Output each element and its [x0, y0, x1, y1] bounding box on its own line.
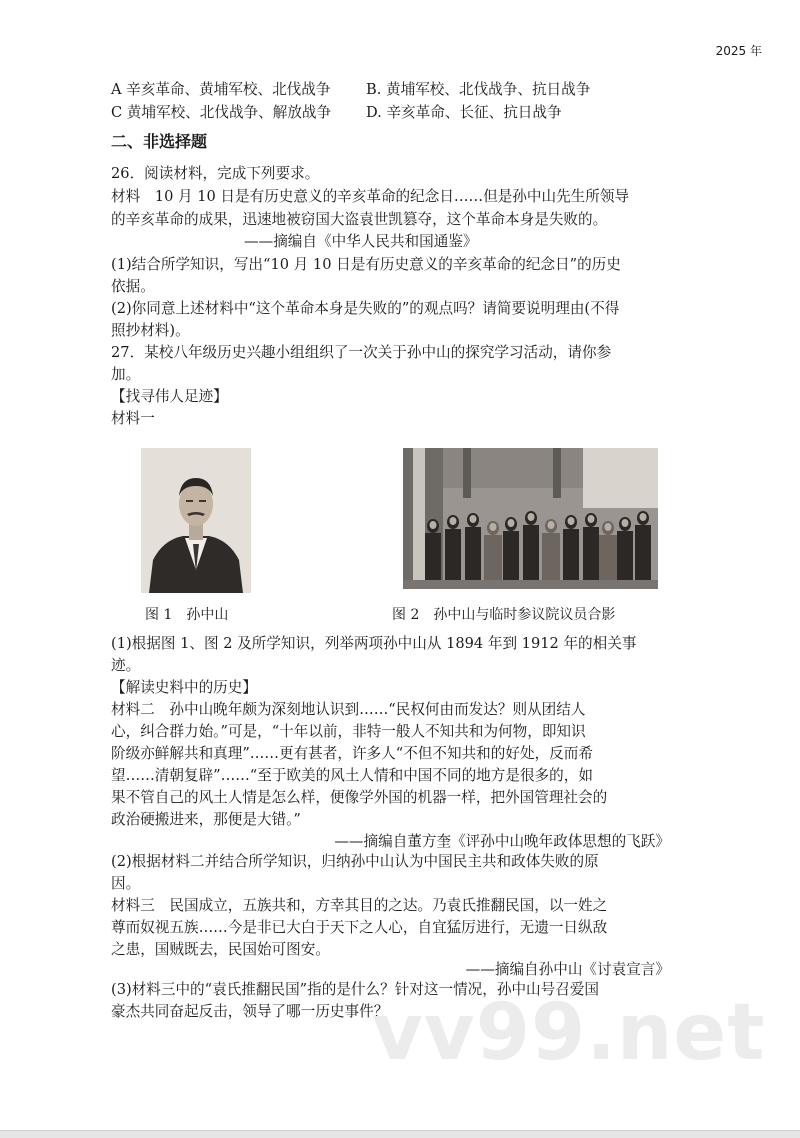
- option-a: A 辛亥革命、黄埔军校、北伐战争: [111, 81, 331, 98]
- material3-source: ——摘编自孙中山《讨袁宣言》: [465, 961, 670, 978]
- section-title: 二、非选择题: [111, 132, 208, 151]
- q27-material1-label: 材料一: [111, 410, 155, 427]
- q26-source: ——摘编自《中华人民共和国通鉴》: [244, 233, 478, 250]
- q26-sub1: 依据。: [111, 278, 155, 295]
- page-year-header: 2025 年: [715, 44, 762, 58]
- q26-sub2: (2)你同意上述材料中“这个革命本身是失败的”的观点吗？请简要说明理由(不得: [111, 300, 620, 317]
- material2-source: ——摘编自董方奎《评孙中山晚年政体思想的飞跃》: [334, 833, 670, 850]
- portrait-photo-drawing: [141, 448, 251, 593]
- material3-line: 材料三 民国成立，五族共和，方幸其目的之达。乃袁氏推翻民国，以一姓之: [111, 897, 608, 914]
- option-b: B. 黄埔军校、北伐战争、抗日战争: [366, 81, 591, 98]
- q27-prompt: 加。: [111, 366, 141, 383]
- q26-sub2: 照抄材料)。: [111, 322, 190, 339]
- q27-sub3: (3)材料三中的“袁氏推翻民国”指的是什么？针对这一情况，孙中山号召爱国: [111, 981, 600, 998]
- material2-line: 心，纠合群力始。”可是，“十年以前，非特一般人不知共和为何物，即知识: [111, 723, 586, 740]
- q27-sub2: (2)根据材料二并结合所学知识，归纳孙中山认为中国民主共和政体失败的原: [111, 853, 599, 870]
- portrait-photo: [141, 448, 251, 593]
- material2-line: 果不管自己的风土人情是怎么样，便像学外国的机器一样，把外国管理社会的: [111, 789, 608, 806]
- q26-material-line: 的辛亥革命的成果，迅速地被窃国大盗袁世凯篡夺，这个革命本身是失败的。: [111, 211, 608, 228]
- q26-prompt: 26．阅读材料，完成下列要求。: [111, 165, 320, 182]
- q27-sub2: 因。: [111, 875, 141, 892]
- option-d: D. 辛亥革命、长征、抗日战争: [366, 104, 562, 121]
- figure2-caption: 图 2 孙中山与临时参议院议员合影: [392, 607, 616, 623]
- group-photo-drawing: [403, 448, 658, 589]
- q26-material-line: 材料 10 月 10 日是有历史意义的辛亥革命的纪念日……但是孙中山先生所领导: [111, 188, 630, 205]
- group-photo: [403, 448, 658, 589]
- option-c: C 黄埔军校、北伐战争、解放战争: [111, 104, 332, 121]
- material3-line: 之患，国贼既去，民国始可图安。: [111, 941, 330, 958]
- figure1-caption: 图 1 孙中山: [145, 607, 229, 623]
- q27-section-heading: 【找寻伟人足迹】: [111, 388, 228, 405]
- q27-sub1: (1)根据图 1、图 2 及所学知识，列举两项孙中山从 1894 年到 1912 年的相关事: [111, 635, 637, 652]
- material2-line: 望……清朝复辟”……“至于欧美的风土人情和中国不同的地方是很多的，如: [111, 767, 593, 784]
- q27-prompt: 27．某校八年级历史兴趣小组组织了一次关于孙中山的探究学习活动，请你参: [111, 344, 612, 361]
- q26-sub1: (1)结合所学知识，写出“10 月 10 日是有历史意义的辛亥革命的纪念日”的历史: [111, 256, 621, 273]
- material3-line: 尊而奴视五族……今是非已大白于天下之人心，自宜猛厉进行，无遗一日纵敌: [111, 919, 608, 936]
- q27-section-heading: 【解读史料中的历史】: [111, 679, 257, 696]
- q27-sub3: 豪杰共同奋起反击，领导了哪一历史事件？: [111, 1003, 389, 1020]
- watermark: vv99.net: [372, 988, 766, 1078]
- material2-line: 政治硬搬进来，那便是大错。”: [111, 811, 301, 828]
- q27-sub1: 迹。: [111, 657, 141, 674]
- material2-line: 材料二 孙中山晚年颇为深刻地认识到……“民权何由而发达？则从团结人: [111, 701, 586, 718]
- material2-line: 阶级亦鲜解共和真理”……更有甚者，许多人“不但不知共和的好处，反而希: [111, 745, 593, 762]
